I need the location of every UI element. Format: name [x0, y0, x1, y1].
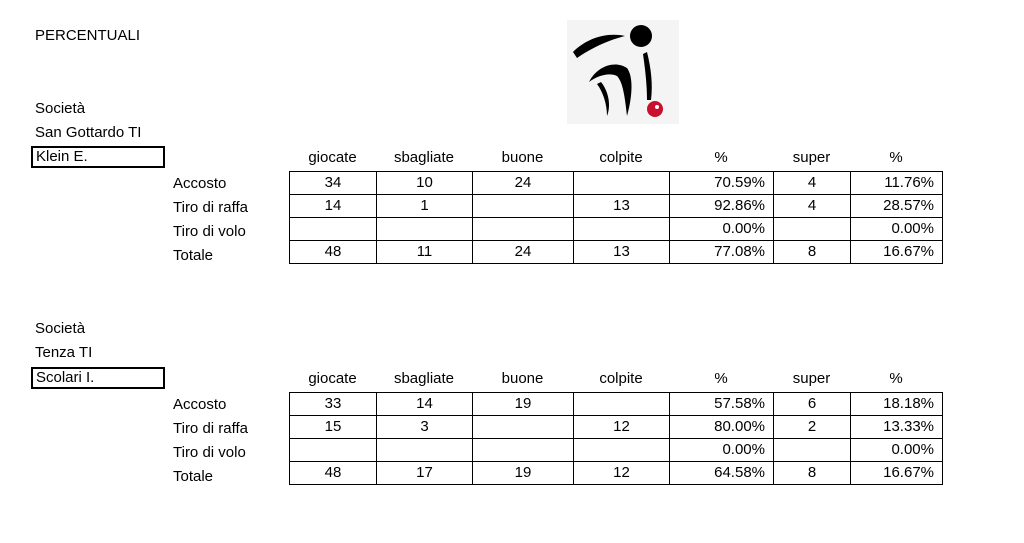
- societa-label: Società: [35, 320, 86, 337]
- table-row: [290, 416, 943, 439]
- table-row: [290, 218, 943, 241]
- cell-super-pct: 18.18%: [851, 393, 943, 416]
- club-name: San Gottardo TI: [35, 124, 142, 141]
- cell-pct: 64.58%: [670, 462, 774, 485]
- col-header-super: super: [792, 149, 831, 166]
- cell-buone: [473, 416, 574, 439]
- cell-super: 8: [774, 462, 851, 485]
- cell-buone: [473, 195, 574, 218]
- cell-super: 4: [774, 172, 851, 195]
- cell-colpite: [574, 439, 670, 462]
- cell-giocate: 34: [290, 172, 377, 195]
- bocce-player-logo-icon: [567, 20, 679, 124]
- page-title: PERCENTUALI: [35, 27, 141, 44]
- col-header-giocate: giocate: [308, 149, 357, 166]
- col-header-buone: buone: [501, 149, 544, 166]
- table-row: [290, 439, 943, 462]
- cell-buone: [473, 439, 574, 462]
- row-label-tiro-di-raffa: Tiro di raffa: [173, 199, 249, 216]
- cell-giocate: 48: [290, 241, 377, 264]
- cell-colpite: 13: [574, 195, 670, 218]
- row-label-totale: Totale: [173, 468, 214, 485]
- cell-super: 8: [774, 241, 851, 264]
- cell-sbagliate: 14: [377, 393, 473, 416]
- col-header-super-pct: %: [889, 370, 903, 387]
- cell-buone: 19: [473, 462, 574, 485]
- cell-sbagliate: 3: [377, 416, 473, 439]
- col-header-pct: %: [714, 370, 728, 387]
- row-label-tiro-di-raffa: Tiro di raffa: [173, 420, 249, 437]
- col-header-sbagliate: sbagliate: [393, 149, 455, 166]
- col-header-colpite: colpite: [599, 149, 643, 166]
- cell-sbagliate: 11: [377, 241, 473, 264]
- cell-sbagliate: [377, 439, 473, 462]
- cell-giocate: 33: [290, 393, 377, 416]
- col-header-super-pct: %: [889, 149, 903, 166]
- col-header-giocate: giocate: [308, 370, 357, 387]
- table-row: [290, 393, 943, 416]
- cell-buone: 24: [473, 172, 574, 195]
- cell-colpite: 12: [574, 416, 670, 439]
- cell-giocate: [290, 439, 377, 462]
- cell-giocate: 15: [290, 416, 377, 439]
- player-name-box: [31, 367, 165, 389]
- table-row: [290, 462, 943, 485]
- row-label-accosto: Accosto: [173, 175, 227, 192]
- cell-giocate: 14: [290, 195, 377, 218]
- stats-table: [289, 171, 943, 264]
- cell-buone: 19: [473, 393, 574, 416]
- cell-super: 2: [774, 416, 851, 439]
- cell-pct: 80.00%: [670, 416, 774, 439]
- cell-super-pct: 11.76%: [851, 172, 943, 195]
- cell-colpite: [574, 218, 670, 241]
- row-label-accosto: Accosto: [173, 396, 227, 413]
- cell-sbagliate: 17: [377, 462, 473, 485]
- cell-super-pct: 0.00%: [851, 439, 943, 462]
- cell-super-pct: 0.00%: [851, 218, 943, 241]
- cell-super: 4: [774, 195, 851, 218]
- cell-super: [774, 439, 851, 462]
- cell-sbagliate: [377, 218, 473, 241]
- cell-pct: 57.58%: [670, 393, 774, 416]
- row-label-tiro-di-volo: Tiro di volo: [173, 444, 246, 461]
- cell-giocate: [290, 218, 377, 241]
- cell-sbagliate: 1: [377, 195, 473, 218]
- cell-pct: 77.08%: [670, 241, 774, 264]
- table-row: [290, 172, 943, 195]
- cell-colpite: 13: [574, 241, 670, 264]
- player-name: Scolari I.: [36, 369, 95, 386]
- cell-colpite: [574, 393, 670, 416]
- col-header-super: super: [792, 370, 831, 387]
- cell-colpite: 12: [574, 462, 670, 485]
- cell-pct: 0.00%: [670, 439, 774, 462]
- club-name: Tenza TI: [35, 344, 93, 361]
- cell-super: [774, 218, 851, 241]
- cell-buone: 24: [473, 241, 574, 264]
- player-name: Klein E.: [36, 148, 88, 165]
- col-header-pct: %: [714, 149, 728, 166]
- player-name-box: [31, 146, 165, 168]
- cell-super: 6: [774, 393, 851, 416]
- row-label-tiro-di-volo: Tiro di volo: [173, 223, 246, 240]
- cell-giocate: 48: [290, 462, 377, 485]
- cell-buone: [473, 218, 574, 241]
- cell-super-pct: 28.57%: [851, 195, 943, 218]
- cell-super-pct: 13.33%: [851, 416, 943, 439]
- col-header-buone: buone: [501, 370, 544, 387]
- col-header-colpite: colpite: [599, 370, 643, 387]
- cell-pct: 0.00%: [670, 218, 774, 241]
- table-row: [290, 241, 943, 264]
- col-header-sbagliate: sbagliate: [393, 370, 455, 387]
- row-label-totale: Totale: [173, 247, 214, 264]
- societa-label: Società: [35, 100, 86, 117]
- stats-table: [289, 392, 943, 485]
- cell-super-pct: 16.67%: [851, 462, 943, 485]
- cell-pct: 92.86%: [670, 195, 774, 218]
- cell-sbagliate: 10: [377, 172, 473, 195]
- table-row: [290, 195, 943, 218]
- cell-pct: 70.59%: [670, 172, 774, 195]
- cell-super-pct: 16.67%: [851, 241, 943, 264]
- cell-colpite: [574, 172, 670, 195]
